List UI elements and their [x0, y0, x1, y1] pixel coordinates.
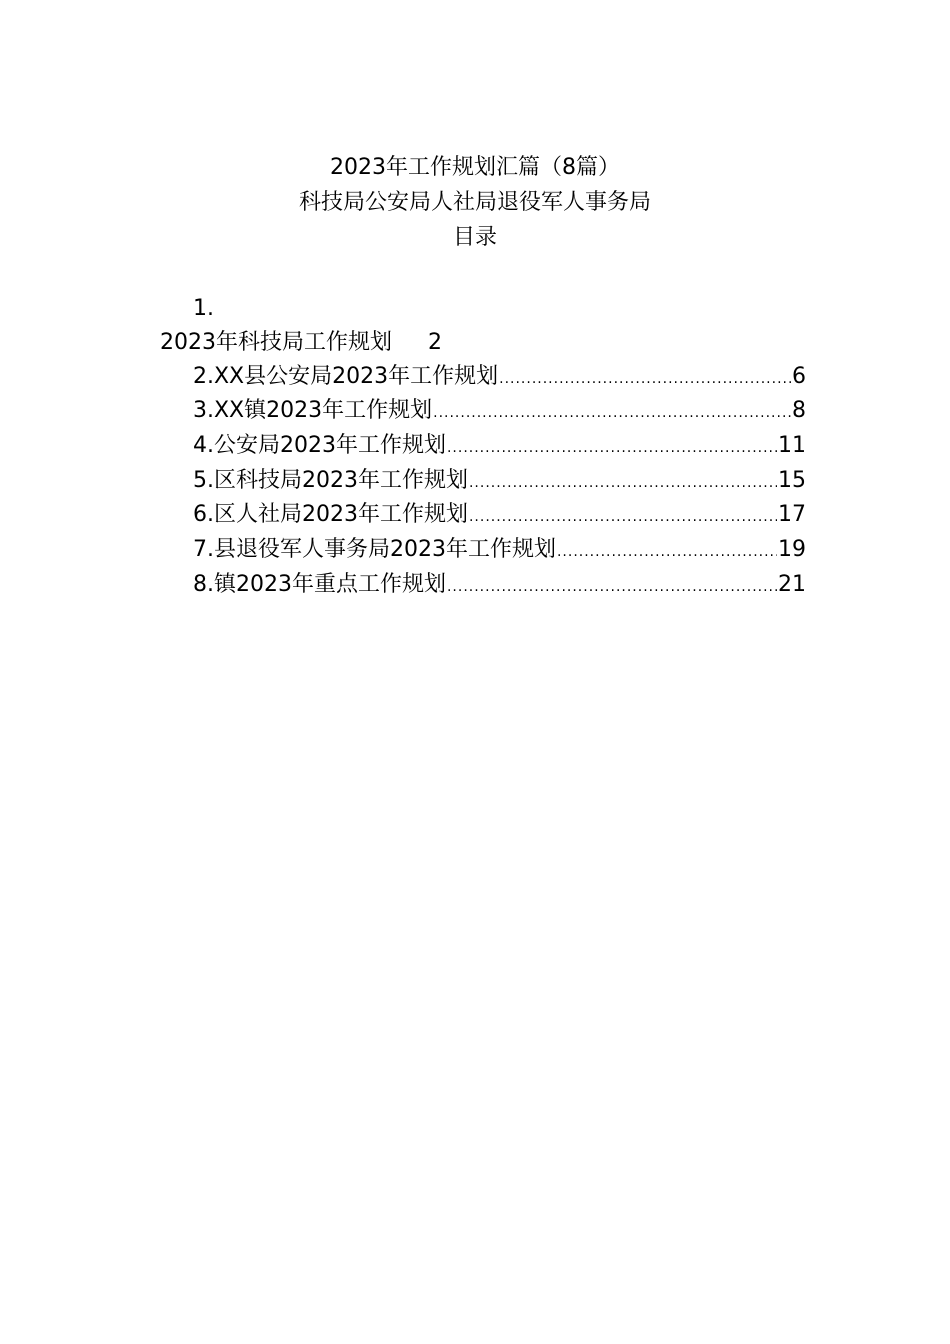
toc-entry-title: 4.公安局2023年工作规划	[193, 433, 446, 458]
toc-entry-page: 11	[778, 433, 806, 458]
toc-entry-1-number: 1.	[193, 296, 214, 321]
document-subtitle: 科技局公安局人社局退役军人事务局	[298, 190, 651, 215]
toc-dot-leader	[433, 396, 791, 430]
toc-dot-leader	[469, 500, 777, 534]
toc-entry-title: 6.区人社局2023年工作规划	[193, 502, 468, 527]
toc-dot-leader	[469, 466, 777, 500]
toc-entry-1-title: 2023年科技局工作规划	[160, 330, 392, 355]
document-title: 2023年工作规划汇篇（8篇）	[330, 155, 620, 180]
toc-entry-3[interactable]	[193, 394, 806, 428]
toc-entry-6[interactable]	[193, 498, 806, 532]
toc-entry-5[interactable]	[193, 464, 806, 498]
toc-entry-title: 8.镇2023年重点工作规划	[193, 572, 446, 597]
toc-entry-page: 8	[792, 398, 806, 423]
toc-entry-page: 17	[778, 502, 806, 527]
toc-dot-leader	[499, 362, 791, 396]
toc-dot-leader	[447, 431, 777, 465]
toc-entry-4[interactable]	[193, 429, 806, 463]
toc-entry-8[interactable]	[193, 568, 806, 602]
title-block	[0, 150, 950, 255]
toc-entry-1[interactable]	[160, 326, 442, 360]
toc-entry-7[interactable]	[193, 533, 806, 567]
toc-entry-title: 3.XX镇2023年工作规划	[193, 398, 433, 423]
toc-entry-page: 6	[792, 364, 806, 389]
toc-entry-title: 7.县退役军人事务局2023年工作规划	[193, 537, 556, 562]
toc-entry-title: 2.XX县公安局2023年工作规划	[193, 364, 499, 389]
toc-entry-page: 19	[778, 537, 806, 562]
toc-entry-title: 5.区科技局2023年工作规划	[193, 468, 468, 493]
toc-heading: 目录	[452, 225, 497, 250]
toc-dot-leader	[557, 535, 777, 569]
toc-entry-page: 21	[778, 572, 806, 597]
toc-entry-page: 15	[778, 468, 806, 493]
toc-entry-1-page: 2	[428, 330, 442, 355]
toc-dot-leader	[447, 570, 777, 604]
toc-entry-2[interactable]	[193, 360, 806, 394]
